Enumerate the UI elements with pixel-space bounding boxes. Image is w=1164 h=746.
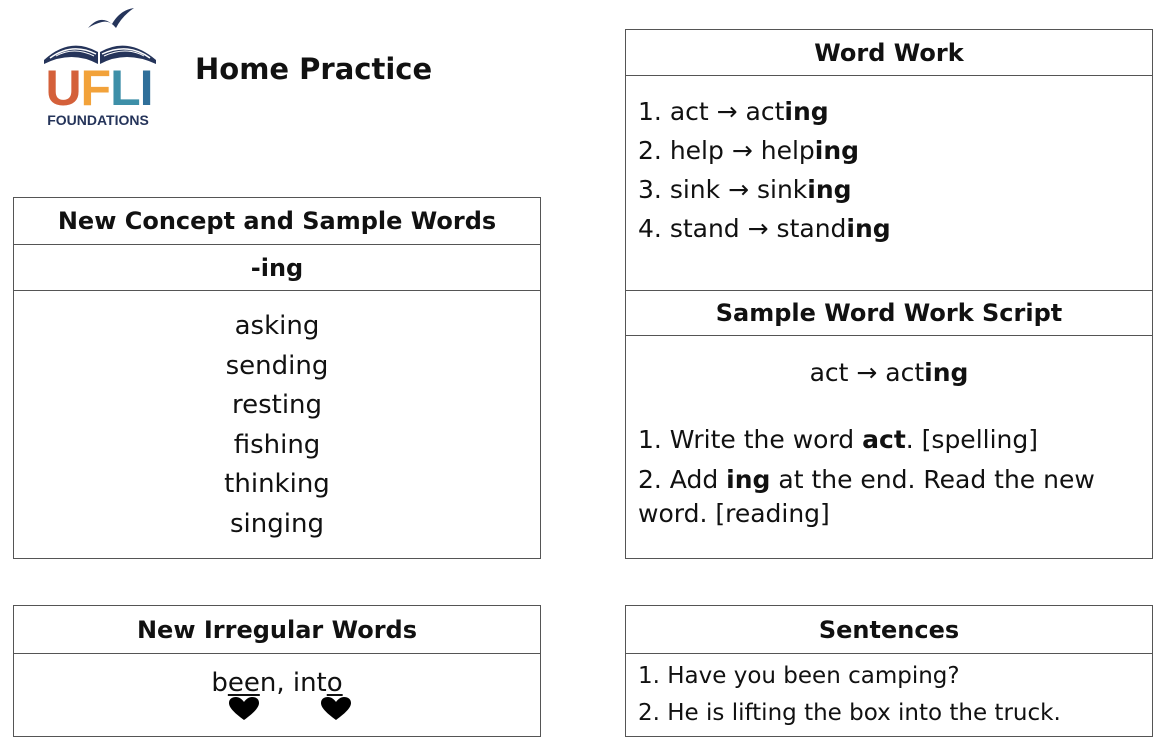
word-work-item: 4. stand → standing xyxy=(638,214,891,243)
sentence-list xyxy=(626,654,1152,732)
logo-letter-f: F xyxy=(80,60,111,116)
logo-letter-i: I xyxy=(139,60,153,116)
word-work-box xyxy=(625,29,1153,559)
sample-word: resting xyxy=(231,390,323,420)
new-concept-header: New Concept and Sample Words xyxy=(14,198,540,245)
irregular-words-box xyxy=(13,605,541,737)
page-title: Home Practice xyxy=(195,52,433,86)
word-work-item: 2. help → helping xyxy=(638,136,860,165)
script-step-1: 1. Write the word act. [spelling] xyxy=(638,425,1038,454)
sample-word-list xyxy=(14,291,540,544)
sample-word: fishing xyxy=(233,429,321,460)
sample-word: asking xyxy=(234,311,320,341)
sentence: 2. He is lifting the box into the truck. xyxy=(638,700,1061,726)
sample-word: thinking xyxy=(224,469,330,499)
irregular-header: New Irregular Words xyxy=(14,606,540,654)
logo-letter-l: L xyxy=(110,60,140,116)
script-step-2: 2. Add ing at the end. Read the new word. [reading] xyxy=(638,465,1095,528)
irregular-words: been, into xyxy=(211,668,343,698)
sentences-header: Sentences xyxy=(626,606,1152,654)
sample-word: sending xyxy=(225,350,329,381)
heart-icon xyxy=(229,697,259,721)
word-work-item: 3. sink → sinking xyxy=(638,175,852,204)
concept-label: -ing xyxy=(14,245,540,291)
script-example: act → acting xyxy=(809,358,969,387)
script-header: Sample Word Work Script xyxy=(626,290,1152,336)
sample-word: singing xyxy=(230,508,324,539)
logo-letter-u: U xyxy=(45,60,81,116)
script-steps xyxy=(626,423,1152,531)
logo-subtitle: FOUNDATIONS xyxy=(47,112,149,128)
irregular-part: ee xyxy=(227,668,260,698)
sentence: 1. Have you been camping? xyxy=(638,663,960,689)
ufli-logo xyxy=(36,6,166,130)
irregular-part: o xyxy=(326,668,343,698)
new-concept-box xyxy=(13,197,541,559)
word-work-item: 1. act → acting xyxy=(638,97,829,126)
heart-icon xyxy=(321,697,351,721)
sentences-box xyxy=(625,605,1153,737)
word-work-header: Word Work xyxy=(626,30,1152,76)
logo-wordmark xyxy=(40,62,158,114)
word-work-list xyxy=(626,76,1152,290)
